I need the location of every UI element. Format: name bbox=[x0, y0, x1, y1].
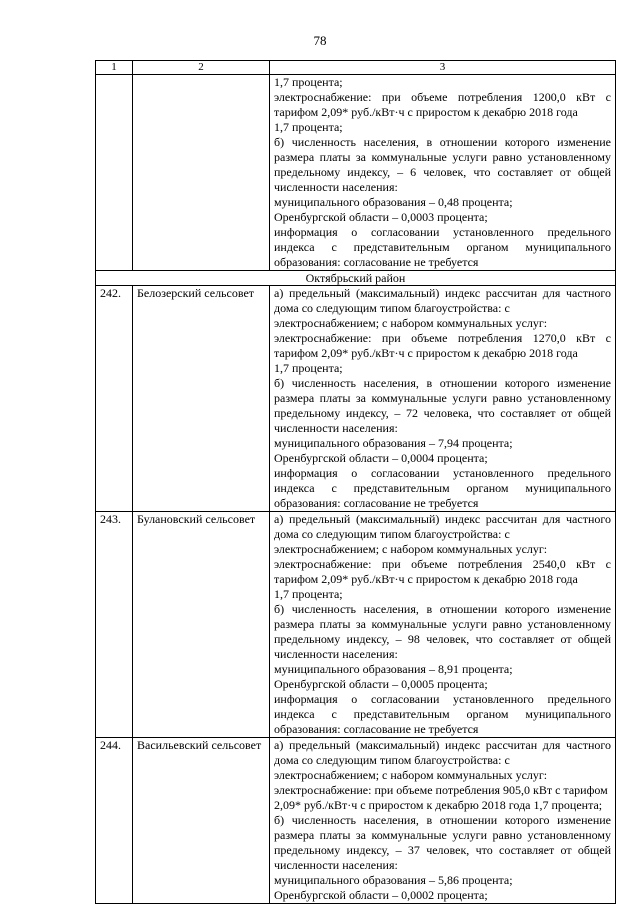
content-line: тарифом 2,09* руб./кВт·ч с приростом к декабрю 2018 года bbox=[274, 572, 578, 586]
content-line: тарифом 2,09* руб./кВт·ч с приростом к декабрю 2018 года bbox=[274, 346, 578, 360]
content-line: б) численность населения, в отношении которого изменение bbox=[274, 376, 611, 390]
content-line: дома со следующим типом благоустройства: с bbox=[274, 301, 510, 315]
content-line: предельному индексу, – 98 человек, что составляет от общей bbox=[274, 632, 611, 646]
content-line: индекса с представительным органом муниципального bbox=[274, 481, 611, 495]
content-line: информация о согласовании установленного предельного bbox=[274, 225, 611, 239]
content-line: численности населения: bbox=[274, 180, 398, 194]
content-line: электроснабжением; с набором коммунальных услуг: bbox=[274, 316, 548, 330]
content-line: размера платы за коммунальные услуги равно установленному bbox=[274, 150, 611, 164]
content-line: б) численность населения, в отношении которого изменение bbox=[274, 135, 611, 149]
content-line: дома со следующим типом благоустройства: с bbox=[274, 527, 510, 541]
content-line: электроснабжение: при объеме потребления 1270,0 кВт с bbox=[274, 331, 611, 345]
content-line: электроснабжением; с набором коммунальных услуг: bbox=[274, 542, 548, 556]
content-line: размера платы за коммунальные услуги равно установленному bbox=[274, 391, 611, 405]
district-row bbox=[96, 271, 616, 286]
table-row-continuation bbox=[96, 75, 616, 271]
content-line: численности населения: bbox=[274, 858, 398, 872]
row-municipality-name: Булановский сельсовет bbox=[133, 512, 270, 738]
content-line: размера платы за коммунальные услуги равно установленному bbox=[274, 617, 611, 631]
content-line: численности населения: bbox=[274, 421, 398, 435]
content-line: 1,7 процента; bbox=[274, 361, 343, 375]
table-row bbox=[96, 512, 616, 738]
content-line: муниципального образования – 5,86 процента; bbox=[274, 873, 513, 887]
content-line: а) предельный (максимальный) индекс рассчитан для частного bbox=[274, 738, 611, 752]
content-line: индекса с представительным органом муниципального bbox=[274, 707, 611, 721]
row-content-cell bbox=[270, 738, 616, 904]
content-line: Оренбургской области – 0,0005 процента; bbox=[274, 677, 488, 691]
content-line: электроснабжением; с набором коммунальных услуг: bbox=[274, 768, 548, 782]
content-line: численности населения: bbox=[274, 647, 398, 661]
content-line: 2,09* руб./кВт·ч с приростом к декабрю 2018 года 1,7 процента; bbox=[274, 798, 603, 812]
row-number: 242. bbox=[96, 286, 133, 512]
table-row bbox=[96, 738, 616, 904]
content-line: тарифом 2,09* руб./кВт·ч с приростом к декабрю 2018 года bbox=[274, 105, 578, 119]
row-municipality-name: Белозерский сельсовет bbox=[133, 286, 270, 512]
content-line: 1,7 процента; bbox=[274, 75, 343, 89]
content-line: Оренбургской области – 0,0003 процента; bbox=[274, 210, 488, 224]
table-header-row bbox=[96, 61, 616, 75]
content-line: 1,7 процента; bbox=[274, 587, 343, 601]
content-line: индекса с представительным органом муниципального bbox=[274, 240, 611, 254]
content-line: электроснабжение: при объеме потребления 2540,0 кВт с bbox=[274, 557, 611, 571]
content-line: информация о согласовании установленного предельного bbox=[274, 692, 611, 706]
page-number: 78 bbox=[313, 33, 327, 48]
content-line: Оренбургской области – 0,0004 процента; bbox=[274, 451, 488, 465]
content-line: б) численность населения, в отношении которого изменение bbox=[274, 813, 611, 827]
content-line: дома со следующим типом благоустройства: с bbox=[274, 753, 510, 767]
content-line: образования: согласование не требуется bbox=[274, 255, 479, 269]
row-number: 244. bbox=[96, 738, 133, 904]
content-line: б) численность населения, в отношении которого изменение bbox=[274, 602, 611, 616]
content-line: предельному индексу, – 6 человек, что составляет от общей bbox=[274, 165, 611, 179]
content-line: информация о согласовании установленного предельного bbox=[274, 466, 611, 480]
content-line: предельному индексу, – 72 человека, что составляет от общей bbox=[274, 406, 611, 420]
content-line: а) предельный (максимальный) индекс рассчитан для частного bbox=[274, 286, 611, 300]
column-header-3: 3 bbox=[270, 61, 616, 75]
row-municipality-name: Васильевский сельсовет bbox=[133, 738, 270, 904]
content-line: муниципального образования – 0,48 процента; bbox=[274, 195, 513, 209]
column-header-2: 2 bbox=[133, 61, 270, 75]
content-line: электроснабжение: при объеме потребления 1200,0 кВт с bbox=[274, 90, 611, 104]
content-line: а) предельный (максимальный) индекс рассчитан для частного bbox=[274, 512, 611, 526]
content-line: предельному индексу, – 37 человек, что составляет от общей bbox=[274, 843, 611, 857]
content-line: образования: согласование не требуется bbox=[274, 722, 479, 736]
row-number-cell bbox=[96, 75, 133, 271]
content-line: размера платы за коммунальные услуги равно установленному bbox=[274, 828, 611, 842]
row-content-cell bbox=[270, 512, 616, 738]
row-content-cell bbox=[270, 75, 616, 271]
row-number: 243. bbox=[96, 512, 133, 738]
content-line: образования: согласование не требуется bbox=[274, 496, 479, 510]
content-line: муниципального образования – 7,94 процента; bbox=[274, 436, 513, 450]
content-line: 1,7 процента; bbox=[274, 120, 343, 134]
table-row bbox=[96, 286, 616, 512]
row-content-cell bbox=[270, 286, 616, 512]
row-name-cell bbox=[133, 75, 270, 271]
column-header-1: 1 bbox=[96, 61, 133, 75]
district-heading: Октябрьский район bbox=[96, 271, 616, 286]
document-table bbox=[95, 60, 616, 904]
content-line: муниципального образования – 8,91 процента; bbox=[274, 662, 513, 676]
content-line: электроснабжение: при объеме потребления 905,0 кВт с тарифом bbox=[274, 783, 608, 797]
content-line: Оренбургской области – 0,0002 процента; bbox=[274, 888, 488, 902]
